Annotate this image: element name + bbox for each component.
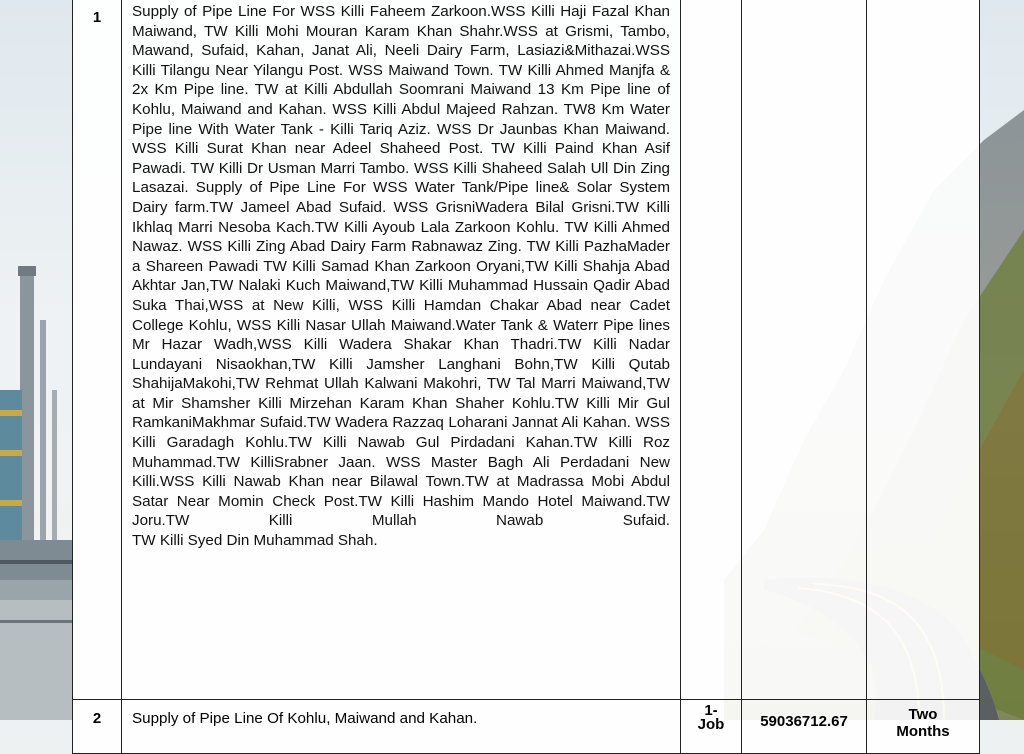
- description-last-line: TW Killi Syed Din Muhammad Shah.: [132, 532, 378, 550]
- serial-number-cell: 2: [73, 700, 122, 754]
- cost-cell: 59036712.67: [742, 700, 867, 754]
- table-row: [73, 700, 980, 754]
- description-text: Supply of Pipe Line For WSS Killi Faheem Zarkoon.WSS Killi Haji Fazal Khan Maiwand, TW Killi Mohi Mouran Karam Khan Shahr.WSS at Grismi, Tambo, Mawand, Sufaid, Kahan, Janat Ali, Neeli Dairy Farm, Lasiazi&Mithazai.WSS Killi Tilangu Near Yilangu Post. WSS Maiwand Town. TW Killi Ahmed Manjfa & 2x Km Pipe line. TW at Killi Abdullah Soomrani Maiwand 13 Km Pipe line of Kohlu, Maiwand and Kahan. WSS Killi Abdul Majeed Rahzan. TW8 Km Water Pipe line With Water Tank - Killi Tariq Aziz. WSS Dr Jaunbas Khan Maiwand. WSS Killi Surat Khan near Adeel Shaheed Post. TW Killi Paind Khan Asif Pawadi. TW Killi Dr Usman Marri Tambo. WSS Killi Shaheed Salah Ull Din Zing Lasazai. Supply of Pipe Line For WSS Water Tank/Pipe line& Solar System Dairy farm.TW Jameel Abad Sufaid. WSS GrisniWadera Bilal Grisni.TW Killi Ikhlaq Marri Nesoba Kach.TW Killi Ayoub Lala Zarkoon Kohlu. TW Killi Ahmed Nawaz. WSS Killi Zing Abad Dairy Farm Rabnawaz Zing. TW Killi PazhaMader a Shareen Pawadi TW Killi Samad Khan Zarkoon Oryani,TW Killi Shahja Abad Akhtar Jan,TW Nalaki Kuch Maiwand,TW Killi Muhammad Hussain Qadir Abad Suka Thai,WSS at New Killi, WSS Killi Hamdan Chakar Abad near Cadet College Kohlu, WSS Killi Nasar Ullah Maiwand.Water Tank & Waterr Pipe lines Mr Hazar Wadh,WSS Killi Wadera Shakar Khan Thadri.TW Killi Nadar Lundayani Nisaokhan,TW Killi Jamsher Langhani Bohn,TW Killi Qutab ShahijaMakohi,TW Rehmat Ullah Kalwani Makohri, TW Tal Marri Maiwand,TW at Mir Shamsher Killi Mirzehan Karam Khan Shaher Kohlu.TW Killi Mir Gul RamkaniMakhmar Sufaid.TW Wadera Razzaq Loharani Jannat Ali Kahan. WSS Killi Garadagh Kohlu.TW Killi Nawab Gul Pirdadani Kahan.TW Killi Roz Muhammad.TW KilliSrabner Jaan. WSS Master Bagh Ali Perdadani New Killi.WSS Killi Nawab Khan near Bilawal Town.TW at Madrassa Mobi Abdul Satar Near Momin Check Post.TW Killi Hashim Mando Hotel Maiwand.TW Joru.TW Killi Mullah Nawab Sufaid.: [132, 3, 670, 530]
- time-cell: [867, 0, 980, 700]
- serial-number-cell: 1: [73, 0, 122, 700]
- table-row: [73, 0, 980, 700]
- time-cell: Two Months: [867, 700, 980, 754]
- quantity-cell: 1- Job: [681, 700, 742, 754]
- schedule-table: [72, 0, 980, 754]
- cost-cell: [742, 0, 867, 700]
- quantity-cell: [681, 0, 742, 700]
- industrial-plant-image: [0, 240, 72, 720]
- description-cell: [122, 0, 681, 700]
- description-cell: Supply of Pipe Line Of Kohlu, Maiwand and Kahan.: [122, 700, 681, 754]
